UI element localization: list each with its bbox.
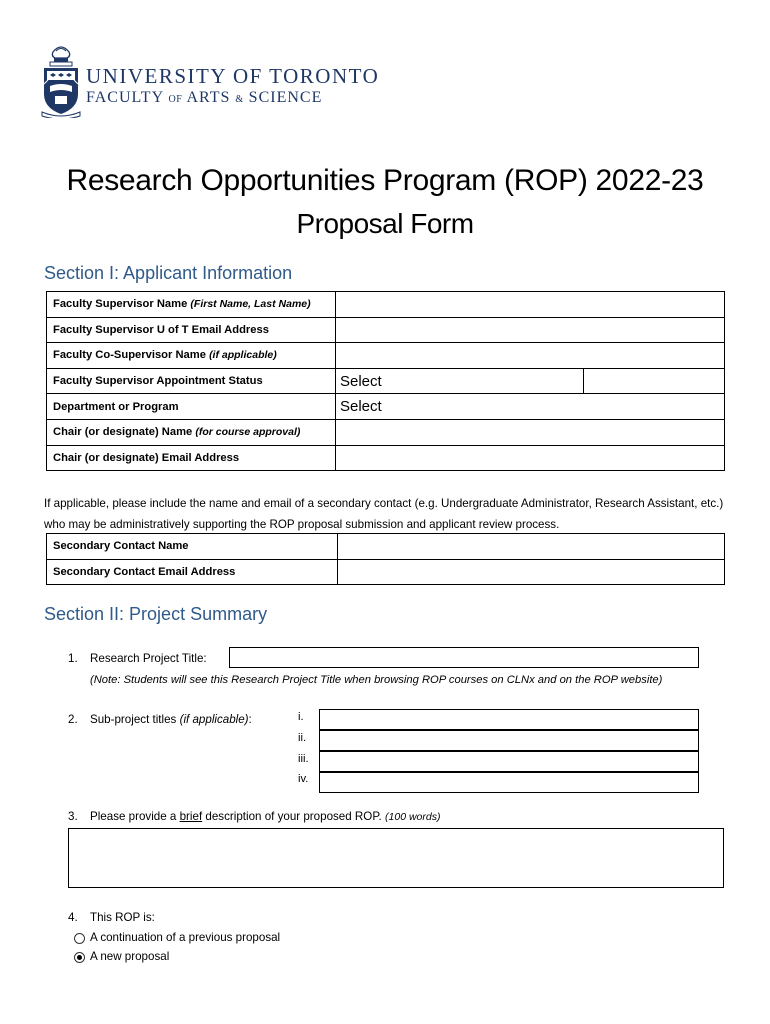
q4-number: 4.: [68, 911, 78, 924]
sub-project-title-input-4[interactable]: [319, 772, 699, 793]
sub-project-numeral: iv.: [298, 773, 309, 785]
row-label: Chair (or designate) Name (for course approval): [47, 419, 336, 445]
sub-project-title-input-3[interactable]: [319, 751, 699, 772]
row-label: Faculty Co-Supervisor Name (if applicable): [47, 343, 336, 369]
q4-label: This ROP is:: [90, 911, 155, 924]
sub-project-title-input-2[interactable]: [319, 730, 699, 751]
sub-project-title-input-1[interactable]: [319, 709, 699, 730]
form-subtitle: Proposal Form: [296, 208, 474, 239]
q3-label: Please provide a brief description of your proposed ROP. (100 words): [90, 810, 441, 823]
q1-number: 1.: [68, 652, 78, 665]
radio-new-proposal-label: A new proposal: [90, 950, 170, 963]
research-project-title-input[interactable]: [229, 647, 699, 668]
radio-new-proposal[interactable]: [74, 952, 85, 963]
row-label: Faculty Supervisor Name (First Name, Last Name): [47, 292, 336, 318]
q1-label: Research Project Title:: [90, 652, 207, 665]
row-label: Chair (or designate) Email Address: [47, 445, 336, 471]
q1-note: (Note: Students will see this Research Project Title when browsing ROP courses on CLNx and on the ROP website): [90, 674, 663, 686]
table-row: [47, 394, 725, 420]
table-row: [47, 559, 725, 585]
project-description-textarea[interactable]: [68, 828, 724, 888]
appointment-status-extra-field[interactable]: [584, 368, 725, 394]
table-row: [47, 368, 725, 394]
logo-faculty-name: FACULTY OF ARTS & SCIENCE: [86, 89, 323, 106]
supervisor-name-field[interactable]: [336, 292, 725, 318]
secondary-contact-instructions: If applicable, please include the name and email of a secondary contact (e.g. Undergraduate Administrator, Research Assistant, etc.) who may be administratively supporting the ROP proposal submission and applicant review process.: [44, 497, 724, 531]
sub-project-numeral: iii.: [298, 753, 309, 765]
form-title: Research Opportunities Program (ROP) 2022-23: [66, 164, 704, 197]
department-select[interactable]: Select: [336, 394, 725, 420]
radio-continuation-label: A continuation of a previous proposal: [90, 931, 281, 944]
supervisor-email-field[interactable]: [336, 317, 725, 343]
secondary-contact-name-field[interactable]: [338, 534, 725, 560]
q3-number: 3.: [68, 810, 78, 823]
co-supervisor-name-field[interactable]: [336, 343, 725, 369]
chair-name-field[interactable]: [336, 419, 725, 445]
section1-heading: Section I: Applicant Information: [44, 263, 293, 283]
university-crest-logo: [40, 42, 82, 118]
row-label: Faculty Supervisor U of T Email Address: [47, 317, 336, 343]
q2-label: Sub-project titles (if applicable):: [90, 713, 252, 726]
row-label: Secondary Contact Email Address: [47, 559, 338, 585]
appointment-status-select[interactable]: Select: [336, 368, 584, 394]
table-row: [47, 292, 725, 318]
table-row: [47, 317, 725, 343]
q2-number: 2.: [68, 713, 78, 726]
table-row: [47, 534, 725, 560]
sub-project-numeral: ii.: [298, 732, 307, 744]
logo-university-name: UNIVERSITY OF TORONTO: [86, 64, 380, 88]
sub-project-numeral: i.: [298, 711, 304, 723]
secondary-contact-email-field[interactable]: [338, 559, 725, 585]
table-row: [47, 343, 725, 369]
chair-email-field[interactable]: [336, 445, 725, 471]
radio-continuation[interactable]: [74, 933, 85, 944]
section2-heading: Section II: Project Summary: [44, 604, 268, 624]
table-row: [47, 419, 725, 445]
row-label: Department or Program: [47, 394, 336, 420]
table-row: [47, 445, 725, 471]
applicant-info-table: [46, 291, 725, 471]
secondary-contact-table: [46, 533, 725, 585]
row-label: Faculty Supervisor Appointment Status: [47, 368, 336, 394]
row-label: Secondary Contact Name: [47, 534, 338, 560]
